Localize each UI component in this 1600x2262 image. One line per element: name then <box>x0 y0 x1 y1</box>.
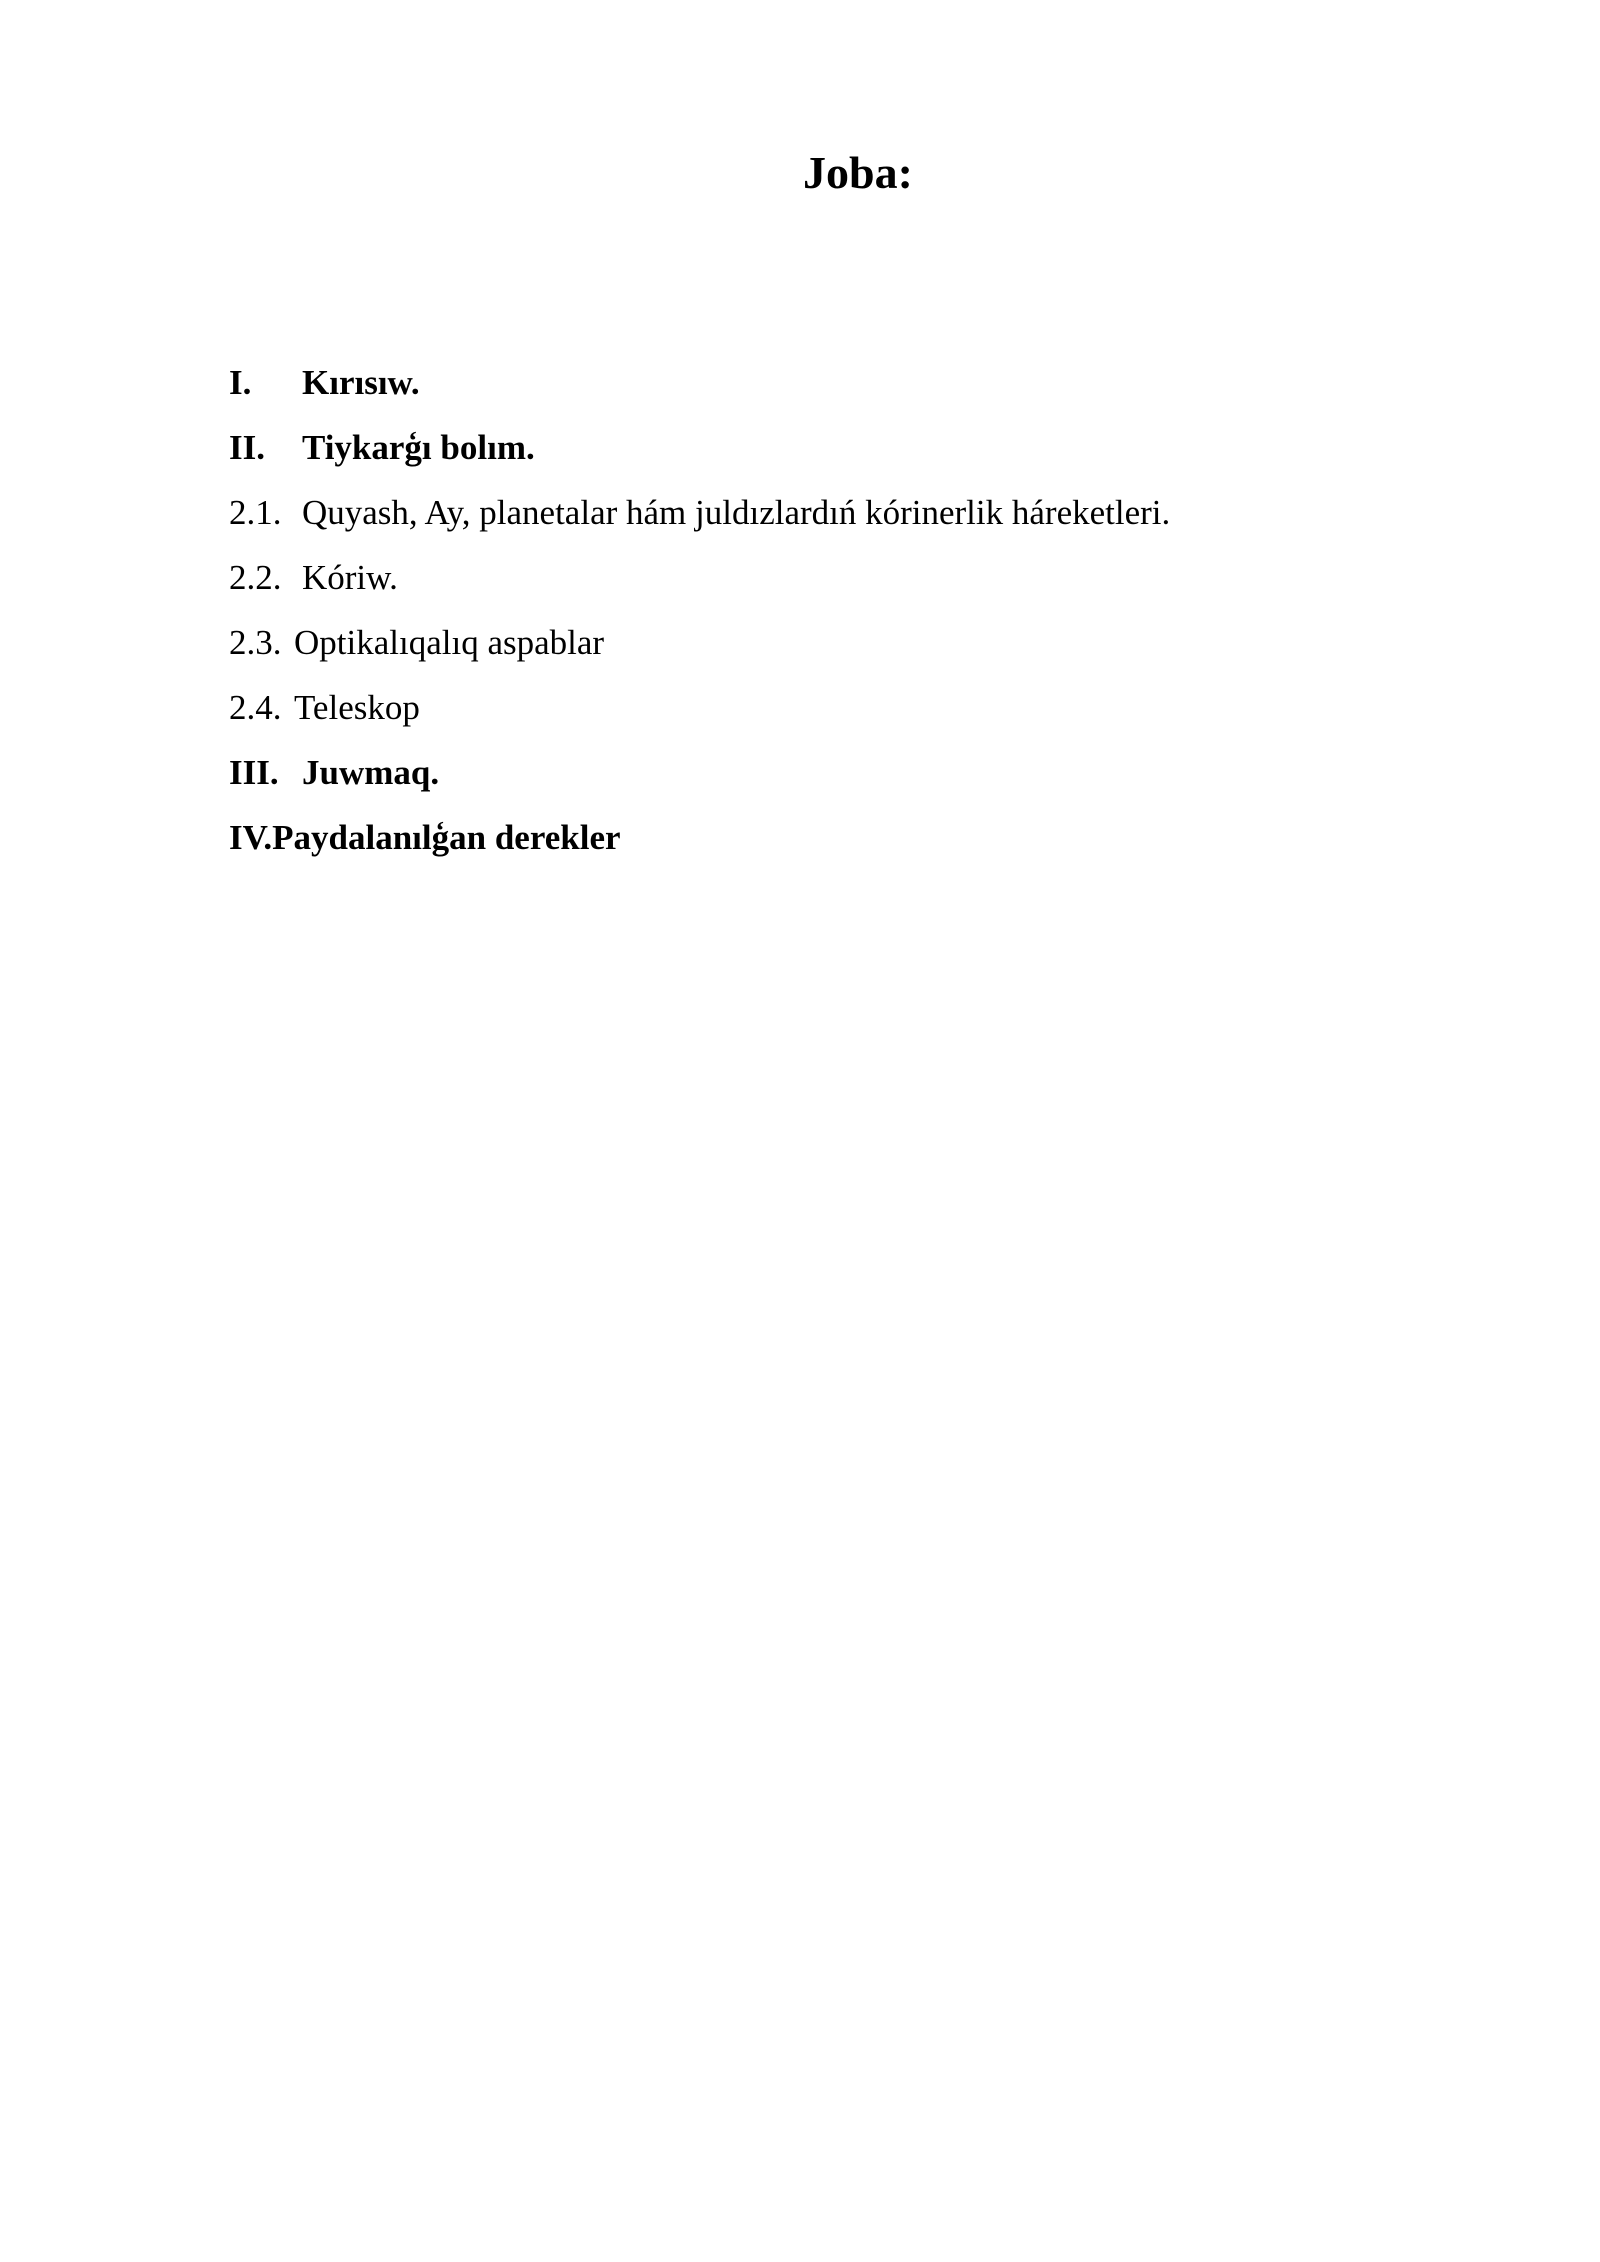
toc-item-label: IV.Paydalanılģan derekler <box>229 818 621 857</box>
toc-item-label: Kóriw. <box>302 558 398 597</box>
toc-item-label: Quyash, Ay, planetalar hám juldızlardıń kórinerlik háreketleri. <box>302 493 1171 532</box>
toc-item-introduction <box>229 350 1429 415</box>
toc-item-label: Teleskop <box>294 688 420 727</box>
table-of-contents <box>229 350 1429 870</box>
toc-item-references <box>229 805 1429 870</box>
toc-item-conclusion <box>229 740 1429 805</box>
toc-item-label: Juwmaq. <box>302 753 440 792</box>
toc-item-2-3 <box>229 610 1429 675</box>
toc-item-number: III. <box>229 753 279 792</box>
toc-item-2-4 <box>229 675 1429 740</box>
toc-item-number: 2.1. <box>229 493 282 532</box>
toc-item-label: Kırısıw. <box>302 363 420 402</box>
toc-item-number: II. <box>229 428 265 467</box>
page-title: Joba: <box>803 147 913 198</box>
toc-item-2-2 <box>229 545 1429 610</box>
toc-item-label: Optikalıqalıq aspablar <box>294 623 605 662</box>
toc-item-number: 2.2. <box>229 558 282 597</box>
toc-item-number: 2.4. <box>229 688 282 727</box>
toc-item-2-1 <box>229 480 1429 545</box>
toc-item-main-part <box>229 415 1429 480</box>
toc-item-number: 2.3. <box>229 623 282 662</box>
toc-item-label: Tiykarģı bolım. <box>302 428 535 467</box>
toc-item-number: I. <box>229 363 252 402</box>
